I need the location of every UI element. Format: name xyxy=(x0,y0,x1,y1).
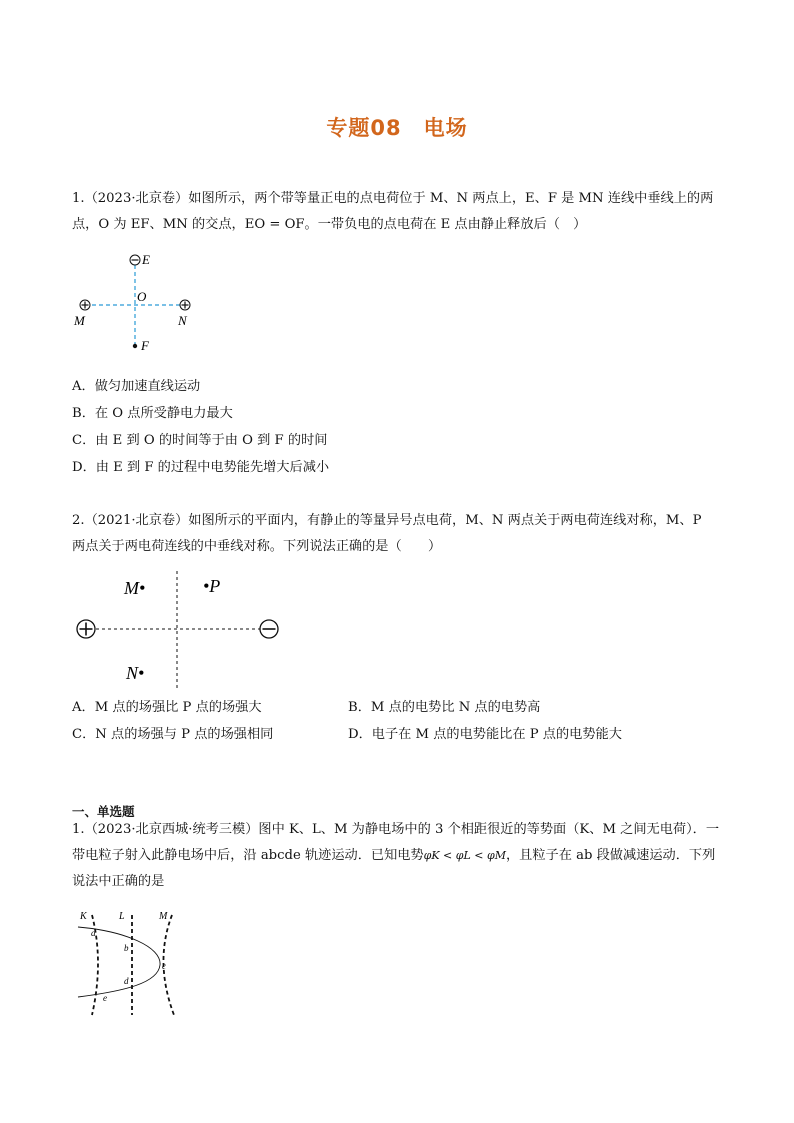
label-f: F xyxy=(141,338,149,353)
label-d: d xyxy=(124,976,129,986)
label-a: a xyxy=(91,928,96,938)
question-1-line-1: 1.（2023·北京卷）如图所示，两个带等量正电的点电荷位于 M、N 两点上，E、F 是 MN 连线中垂线上的两 xyxy=(72,191,714,206)
positive-charge-m-icon xyxy=(80,300,90,310)
question-1-line-2: 点，O 为 EF、MN 的交点，EO = OF。一带负电的点电荷在 E 点由静止释放后（ ） xyxy=(72,217,587,232)
page-title: 专题08 电场 xyxy=(326,116,468,140)
question-3-text xyxy=(72,817,719,895)
question-3-line-1: 1.（2023·北京西城·统考三模）图中 K、L、M 为静电场中的 3 个相距很近的等势面（K、M 之间无电荷）．一 xyxy=(72,822,720,837)
option-2d: D．电子在 M 点的电势能比在 P 点的电势能大 xyxy=(348,727,622,742)
potential-formula: φK < φL < φM xyxy=(423,849,506,862)
question-2-line-2: 两点关于两电荷连线的中垂线对称。下列说法正确的是（ ） xyxy=(72,539,442,554)
question-2-options-row-1 xyxy=(72,698,540,718)
option-2c: C．N 点的场强与 P 点的场强相同 xyxy=(72,727,274,742)
label-c: c xyxy=(162,961,166,971)
label-n: N• xyxy=(126,663,145,683)
question-2-text xyxy=(72,508,701,560)
option-1a: A．做匀加速直线运动 xyxy=(72,379,201,394)
negative-charge-e-icon xyxy=(130,255,140,265)
label-b: b xyxy=(124,943,129,953)
option-2b: B．M 点的电势比 N 点的电势高 xyxy=(348,700,541,715)
label-o: O xyxy=(137,289,147,304)
question-3-line-2: 带电粒子射入此静电场中后，沿 abcde 轨迹运动．已知电势φK < φL < φM，且粒子在 ab 段做减速运动．下列 xyxy=(72,848,716,863)
label-k: K xyxy=(80,911,87,922)
option-1c: C．由 E 到 O 的时间等于由 O 到 F 的时间 xyxy=(72,433,328,448)
negative-charge-icon xyxy=(260,620,278,638)
question-2-line-1: 2.（2021·北京卷）如图所示的平面内，有静止的等量异号点电荷，M、N 两点关于两电荷连线对称，M、P xyxy=(72,513,702,528)
label-e: e xyxy=(103,993,107,1003)
question-1-figure xyxy=(70,248,210,360)
question-1-options xyxy=(72,377,329,478)
question-2-figure xyxy=(70,565,290,693)
question-2-options-row-2 xyxy=(72,725,622,745)
section-heading: 一、单选题 xyxy=(72,804,135,819)
point-f-dot xyxy=(133,344,137,348)
question-1-text xyxy=(72,186,713,238)
option-1d: D．由 E 到 F 的过程中电势能先增大后减小 xyxy=(72,460,330,475)
option-1b: B．在 O 点所受静电力最大 xyxy=(72,406,233,421)
label-p: •P xyxy=(203,576,221,596)
label-l: L xyxy=(119,911,125,922)
positive-charge-n-icon xyxy=(180,300,190,310)
label-m: M xyxy=(74,313,85,328)
positive-charge-icon xyxy=(77,620,95,638)
question-3-line-3: 说法中正确的是 xyxy=(72,874,165,889)
label-e: E xyxy=(142,252,150,267)
label-m: M xyxy=(159,911,168,922)
question-3-figure xyxy=(70,905,190,1020)
label-n: N xyxy=(178,313,187,328)
option-2a: A．M 点的场强比 P 点的场强大 xyxy=(72,700,262,715)
label-m: M• xyxy=(124,578,146,598)
